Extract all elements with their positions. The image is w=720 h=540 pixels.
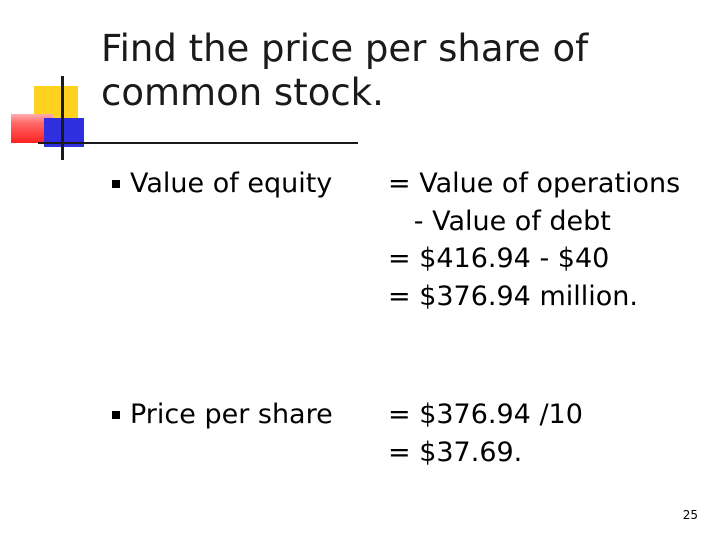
label-value-of-equity: Value of equity [130,168,333,199]
equation-line: = $376.94 /10 [388,399,583,430]
slide-title [101,27,701,115]
equation-line: = $416.94 - $40 [388,243,610,274]
price-calculation [388,396,583,471]
equation-line: = $376.94 million. [388,280,638,312]
title-line-2: common stock. [101,71,384,114]
square-bullet-icon [112,180,120,188]
equation-line: - Value of debt [388,205,611,237]
label-price-per-share: Price per share [130,399,333,430]
vertical-rule [61,76,64,160]
page-number: 25 [682,508,698,522]
title-line-1: Find the price per share of [101,27,589,70]
equation-line: = $37.69. [388,436,523,468]
horizontal-rule [38,142,358,144]
equity-calculation [388,165,680,315]
square-bullet-icon [112,411,120,419]
equation-line: = Value of operations [388,168,681,199]
